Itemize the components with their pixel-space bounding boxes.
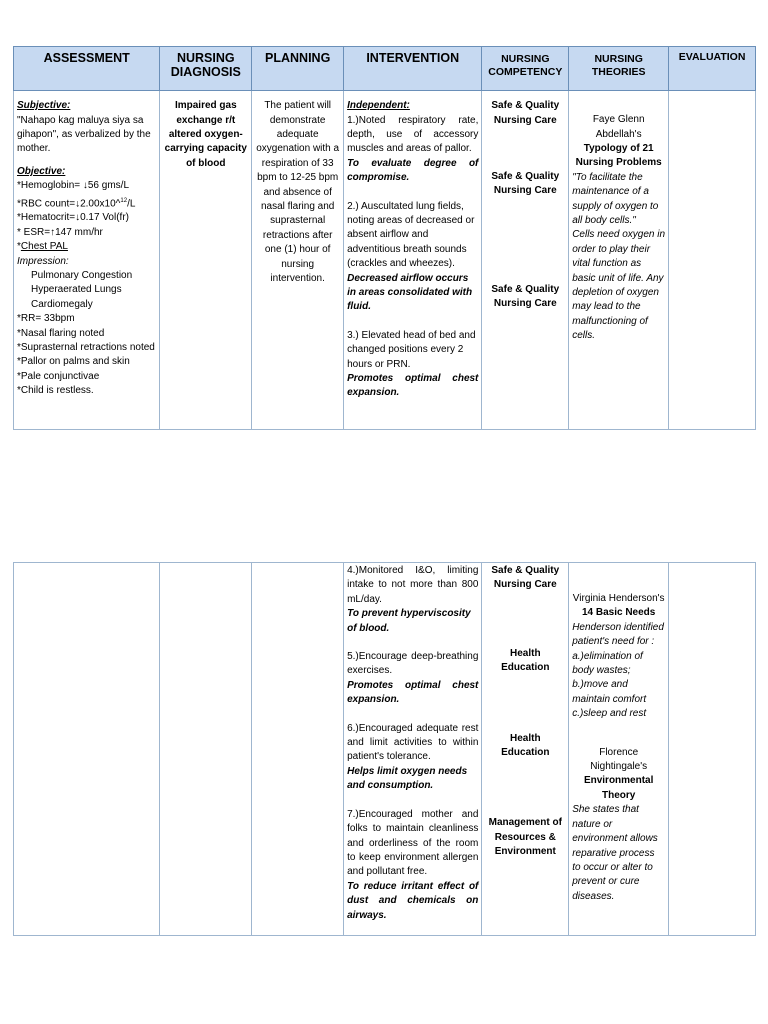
intervention-rationale: To evaluate degree of compromise.	[347, 157, 479, 184]
intervention-action: 6.)Encouraged adequate rest and limit activities to within patient's tolerance.	[347, 722, 479, 763]
theory-description: Henderson identified patient's need for :	[572, 621, 664, 648]
impression-item: Hyperaerated Lungs	[31, 284, 122, 296]
planning-text: The patient will demonstrate adequate oxygenation with a respiration of 33 bpm to 12-25 bpm and absence of nasal flaring and suprasternal retractions after one (1) hour of nursing intervention.	[256, 100, 340, 284]
theory-quote: "To facilitate the maintenance of a supply of oxygen to all body cells."	[572, 171, 659, 226]
objective-item: *Hematocrit=↓0.17 Vol(fr)	[17, 212, 129, 224]
competency-cell	[482, 91, 569, 430]
theory-description: She states that nature or environment allows reparative process to occur or alter to prevent or cure diseases.	[572, 804, 658, 902]
header-planning: PLANNING	[252, 47, 344, 91]
competency-item: Safe & Quality Nursing Care	[491, 283, 560, 310]
header-assessment: ASSESSMENT	[14, 47, 160, 91]
care-plan-table-page-1	[13, 46, 756, 430]
objective-item: * ESR=↑147 mm/hr	[17, 226, 103, 238]
theory-need: c.)sleep and rest	[572, 708, 647, 720]
header-nursing-competency: NURSING COMPETENCY	[482, 47, 569, 91]
intervention-action: 3.) Elevated head of bed and changed positions every 2 hours or PRN.	[347, 329, 476, 370]
intervention-rationale: Promotes optimal chest expansion.	[347, 679, 479, 706]
theory-title: Typology of 21 Nursing Problems	[575, 142, 662, 169]
independent-label: Independent:	[347, 100, 410, 112]
intervention-action: 5.)Encourage deep-breathing exercises.	[347, 651, 479, 677]
competency-item: Health Education	[501, 647, 550, 674]
sign-item: *Suprasternal retractions noted	[17, 341, 155, 353]
theory-need: b.)move and maintain comfort	[572, 679, 647, 705]
header-evaluation: EVALUATION	[669, 47, 756, 91]
theory-title: Environmental Theory	[583, 775, 654, 801]
theories-cell-continued	[569, 563, 669, 936]
sign-item: *Pale conjunctivae	[17, 370, 100, 382]
competency-item: Health Education	[501, 732, 550, 759]
intervention-cell-continued	[344, 563, 482, 936]
competency-item: Safe & Quality Nursing Care	[491, 170, 560, 197]
care-plan-table-page-2	[13, 562, 756, 936]
intervention-rationale: Helps limit oxygen needs and consumption.	[347, 765, 468, 792]
intervention-rationale: To reduce irritant effect of dust and chemicals on airways.	[347, 880, 479, 921]
intervention-rationale: To prevent hyperviscosity of blood.	[347, 608, 471, 634]
diagnosis-cell	[160, 91, 252, 430]
header-intervention: INTERVENTION	[344, 47, 482, 91]
theorist-name: Florence Nightingale's	[590, 746, 648, 773]
subjective-label: Subjective:	[17, 100, 71, 112]
theory-title: 14 Basic Needs	[581, 607, 656, 619]
assessment-cell	[14, 91, 160, 430]
diagnosis-cell-continued	[160, 563, 252, 936]
header-nursing-theories: NURSING THEORIES	[569, 47, 669, 91]
evaluation-cell-continued	[669, 563, 756, 936]
objective-item: *Hemoglobin= ↓56 gms/L	[17, 180, 130, 192]
theorist-name: Virginia Henderson's	[572, 593, 665, 604]
planning-cell	[252, 91, 344, 430]
competency-item: Management of Resources & Environment	[488, 817, 562, 858]
evaluation-cell	[669, 91, 756, 430]
sign-item: *Child is restless.	[17, 385, 94, 397]
intervention-action: 7.)Encouraged mother and folks to maintain cleanliness and orderliness of the room to keep environment allergen and pollutant free.	[347, 808, 479, 878]
impression-item: Pulmonary Congestion	[31, 269, 133, 281]
diagnosis-text: Impaired gas exchange r/t altered oxygen-carrying capacity of blood	[164, 100, 247, 169]
competency-cell-continued	[482, 563, 569, 936]
theory-need: a.)elimination of body wastes;	[572, 650, 643, 677]
intervention-action: 2.) Auscultated lung fields, noting areas of decreased or absent airflow and adventitious breath sounds (crackles and wheezes).	[347, 200, 475, 270]
objective-item: *RBC count=↓2.00x10^$^{12}$/L	[17, 197, 136, 209]
impression-item: Cardiomegaly	[31, 298, 93, 310]
impression-label: Impression:	[17, 255, 69, 267]
subjective-text: "Nahapo kag maluya siya sa gihapon", as verbalized by the mother.	[17, 114, 151, 155]
competency-item: Safe & Quality Nursing Care	[491, 100, 560, 126]
sign-item: *Nasal flaring noted	[17, 327, 105, 339]
header-nursing-diagnosis: NURSING DIAGNOSIS	[160, 47, 252, 91]
planning-cell-continued	[252, 563, 344, 936]
sign-item: *RR= 33bpm	[17, 313, 75, 325]
intervention-action: 4.)Monitored I&O, limiting intake to not more than 800 mL/day.	[347, 565, 479, 605]
theories-cell	[569, 91, 669, 430]
theorist-name: Faye Glenn Abdellah's	[592, 114, 645, 140]
intervention-action: 1.)Noted respiratory rate, depth, use of accessory muscles and areas of pallor.	[347, 114, 479, 155]
sign-item: *Pallor on palms and skin	[17, 356, 130, 368]
objective-item: *Chest PAL	[17, 241, 68, 253]
intervention-rationale: Promotes optimal chest expansion.	[347, 373, 479, 399]
theory-description: Cells need oxygen in order to play their vital function as basic unit of life. Any depletion of oxygen may lead to the malfunctioning of cells.	[572, 229, 666, 342]
intervention-rationale: Decreased airflow occurs in areas consolidated with fluid.	[347, 272, 473, 313]
objective-label: Objective:	[17, 165, 66, 177]
intervention-cell	[344, 91, 482, 430]
assessment-cell-continued	[14, 563, 160, 936]
competency-item: Safe & Quality Nursing Care	[491, 565, 560, 591]
